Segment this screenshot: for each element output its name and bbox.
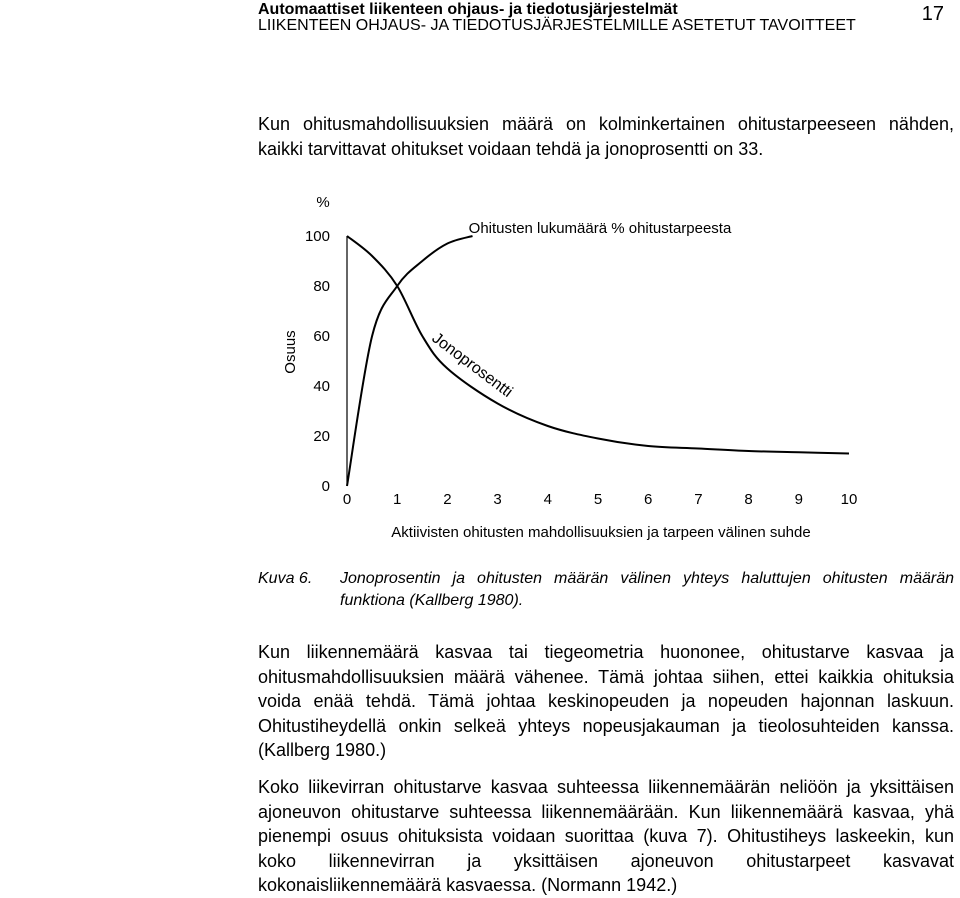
x-tick-label: 1 (393, 491, 402, 508)
y-tick-labels (305, 228, 330, 495)
figure-caption-label: Kuva 6. (258, 570, 313, 587)
y-tick-label: 80 (313, 278, 330, 295)
x-tick-label: 6 (644, 491, 653, 508)
intro-paragraph: Kun ohitusmahdollisuuksien määrä on kolminkertainen ohitustarpeeseen nähden, kaikki tarvittavat ohitukset voidaan tehdä ja jonoprosentti on 33. (258, 114, 954, 159)
y-tick-label: 40 (313, 378, 330, 395)
page-number: 17 (921, 3, 944, 25)
y-tick-label: 100 (304, 228, 330, 245)
y-axis-label: Osuus (282, 330, 299, 374)
x-tick-label: 4 (543, 491, 552, 508)
x-tick-labels (343, 491, 858, 508)
y-unit-label: % (316, 194, 330, 211)
paragraph-3: Koko liikevirran ohitustarve kasvaa suhteessa liikennemäärän neliöön ja yksittäisen ajoneuvon ohitustarve suhteessa liikennemäärään. Kun liikennemäärä kasvaa, yhä pienempi osuus ohituksista voidaan suorittaa (kuva 7). Ohitustiheys laskeekin, kun koko liikennevirran ja yksittäisen ajoneuvon ohitustarpeet kasvavat kokonaisliikennemäärä kasvaessa. (Normann 1942.) (258, 777, 954, 895)
y-tick-label: 0 (321, 478, 330, 495)
x-tick-label: 9 (794, 491, 803, 508)
x-tick-label: 5 (593, 491, 603, 508)
header-subtitle: LIIKENTEEN OHJAUS- JA TIEDOTUSJÄRJESTELMILLE ASETETUT TAVOITTEET (258, 17, 856, 34)
series-label-jonoprosentti: Jonoprosentti (428, 329, 516, 402)
series-label-ohitukset: Ohitusten lukumäärä % ohitustarpeesta (468, 220, 732, 237)
x-tick-label: 10 (840, 491, 858, 508)
x-tick-label: 8 (744, 491, 753, 508)
figure-chart (0, 180, 960, 550)
figure-caption-text: Jonoprosentin ja ohitusten määrän välinen yhteys haluttujen ohitusten määrän funktiona (Kallberg 1980). (340, 570, 954, 609)
x-tick-label: 7 (694, 491, 703, 508)
x-tick-label: 0 (342, 491, 352, 508)
x-tick-label: 2 (443, 491, 452, 508)
x-axis-label: Aktiivisten ohitusten mahdollisuuksien ja tarpeen välinen suhde (391, 524, 811, 541)
header-title: Automaattiset liikenteen ohjaus- ja tiedotusjärjestelmät (258, 1, 678, 18)
y-tick-label: 60 (313, 328, 330, 345)
y-tick-label: 20 (313, 428, 330, 445)
paragraph-2: Kun liikennemäärä kasvaa tai tiegeometria huononee, ohitustarve kasvaa ja ohitusmahdollisuuksien määrä vähenee. Tämä johtaa siihen, ettei kaikkia ohituksia voida enää tehdä. Tämä johtaa keskinopeuden ja nopeuden hajonnan laskuun. Ohitustiheydellä onkin selkeä yhteys nopeusjakauman ja tieolosuhteiden kanssa. (Kallberg 1980.) (258, 642, 954, 760)
series-line-jonoprosentti (347, 236, 849, 454)
x-tick-label: 3 (493, 491, 502, 508)
chart-series (347, 236, 849, 486)
